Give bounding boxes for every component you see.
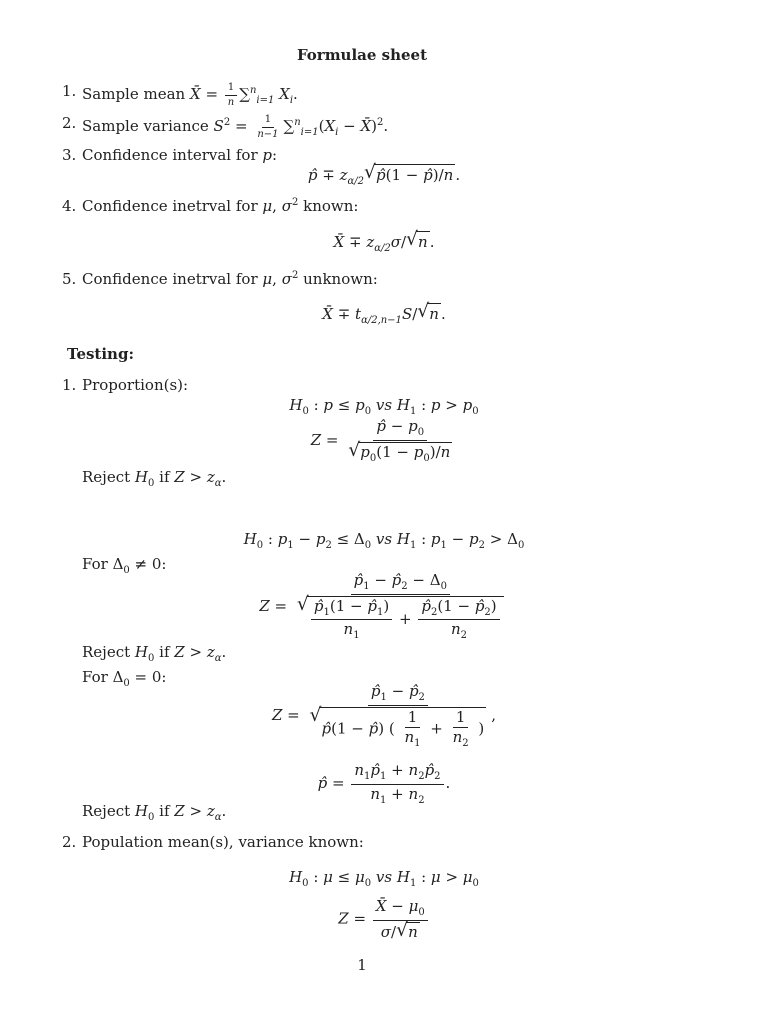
ci-mean-known-formula: X̄ ∓ $z_{\alpha/2}\sigma/$ √ n . (333, 229, 435, 254)
z-statistic-mean: Z = X̄ − $\mu_0$ σ/ √ n (0, 898, 768, 941)
hypothesis-mean: $H_0$ : $\mu \le \mu_0$ vs $H_1$ : $\mu > \mu_0$ (289, 868, 479, 889)
hypothesis-two-proportions: $H_0$ : $p_1 - p_2 \le \Delta_0$ vs $H_1$ : $p_1 - p_2 > \Delta_0$ (243, 530, 525, 551)
z-statistic-pooled: Z = $p̂_1$ − $p̂_2$ √ p̂(1 − p̂) ( $\frac{1}{n_1}$ + $\frac{1}{n_2}$ ) , (271, 682, 497, 749)
z-statistic-proportion: Z = p̂ − $p_0$ √ $p_0(1 - p_0)/n$ (310, 417, 451, 464)
page-number: 1 (357, 956, 367, 974)
hypothesis-proportion: $H_0$ : $p \le p_0$ vs $H_1$ : $p > p_0$ (289, 396, 479, 417)
ci-mean-unknown-formula: X̄ ∓ $t_{\alpha/2,n-1}S/$ √ n . (322, 301, 446, 326)
page-title: Formulae sheet (296, 46, 428, 64)
z-statistic-two-proportions: Z = $p̂_1$ − $p̂_2 - \Delta_0$ √ $\frac{p̂_1(1 - p̂_1)}{n_1}$ + $\frac{p̂_2(1 - p̂_2)}{n_2}$ (0, 572, 768, 642)
reject-rule-2: Reject $H_0$ if $Z > z_\alpha$. (82, 643, 227, 664)
pooled-proportion: p̂ = $\frac{n_1p̂_1 + n_2p̂_2}{n_1 + n_2}$ . (317, 761, 451, 806)
testing-heading: Testing: (67, 345, 134, 363)
case-delta-zero: For $\Delta_0 = 0$: (82, 668, 167, 689)
reject-rule-1: Reject $H_0$ if $Z > z_\alpha$. (82, 468, 227, 489)
ci-proportion-formula: p̂ ∓ $z_{\alpha/2}$ √ p̂(1 − p̂)/n . (307, 162, 461, 187)
reject-rule-3: Reject $H_0$ if $Z > z_\alpha$. (82, 802, 227, 823)
case-delta-nonzero: For $\Delta_0 \ne 0$: (82, 555, 167, 576)
